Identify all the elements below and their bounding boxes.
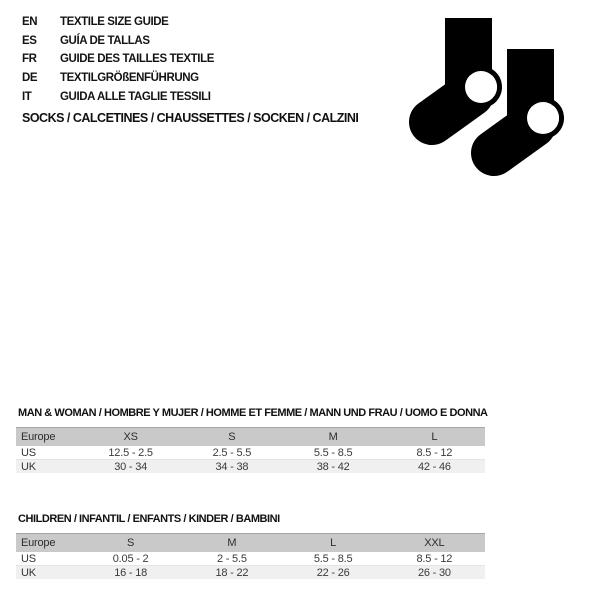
column-header-size: M	[328, 431, 338, 443]
size-value: 30 - 34	[114, 460, 148, 473]
column-header-size: S	[228, 431, 236, 443]
language-code: DE	[22, 72, 38, 85]
size-value: 0.05 - 2	[112, 552, 149, 565]
language-row	[22, 69, 214, 88]
column-header-size: S	[127, 537, 135, 549]
language-code: FR	[22, 53, 37, 66]
size-value: 12.5 - 2.5	[108, 446, 153, 459]
row-label: UK	[21, 566, 36, 579]
column-header-region: Europe	[21, 537, 56, 549]
language-code: IT	[22, 90, 32, 103]
column-header-size: L	[431, 431, 438, 443]
table-row-us	[16, 552, 485, 566]
size-value: 18 - 22	[215, 566, 249, 579]
language-label: GUIDE DES TAILLES TEXTILE	[60, 53, 214, 66]
column-header-size: XXL	[424, 537, 445, 549]
size-value: 16 - 18	[114, 566, 148, 579]
row-label: UK	[21, 460, 36, 473]
size-value: 26 - 30	[417, 566, 451, 579]
language-label: TEXTILE SIZE GUIDE	[60, 16, 169, 29]
table-title: MAN & WOMAN / HOMBRE Y MUJER / HOMME ET FEMME / MANN UND FRAU / UOMO E DONNA	[18, 407, 488, 419]
language-row	[22, 32, 214, 51]
size-value: 8.5 - 12	[416, 446, 453, 459]
size-value: 42 - 46	[417, 460, 451, 473]
language-label: GUÍA DE TALLAS	[60, 34, 150, 47]
table-row-us	[16, 446, 485, 460]
table-section-man-woman	[16, 407, 488, 473]
column-header-size: M	[227, 537, 237, 549]
language-row	[22, 87, 214, 106]
size-value: 5.5 - 8.5	[313, 446, 353, 459]
language-code: ES	[22, 34, 37, 47]
language-label: TEXTILGRÖßENFÜHRUNG	[60, 72, 199, 85]
language-row	[22, 13, 214, 32]
column-header-size: L	[330, 537, 337, 549]
size-table-children	[16, 533, 485, 579]
column-header-region: Europe	[21, 431, 56, 443]
table-section-children	[16, 513, 485, 579]
size-value: 22 - 26	[316, 566, 350, 579]
size-value: 2 - 5.5	[216, 552, 247, 565]
size-value: 2.5 - 5.5	[212, 446, 252, 459]
size-value: 34 - 38	[215, 460, 249, 473]
row-label: US	[21, 552, 36, 565]
size-value: 38 - 42	[316, 460, 350, 473]
language-label: GUIDA ALLE TAGLIE TESSILI	[60, 90, 211, 103]
language-list	[22, 13, 214, 106]
language-code: EN	[22, 16, 38, 29]
size-table-man-woman	[16, 427, 485, 473]
table-row-uk	[16, 566, 485, 580]
size-value: 8.5 - 12	[416, 552, 453, 565]
column-header-size: XS	[123, 431, 138, 443]
category-title: SOCKS / CALCETINES / CHAUSSETTES / SOCKEN / CALZINI	[22, 111, 359, 125]
socks-icon	[405, 10, 570, 180]
table-header-row	[16, 534, 485, 553]
language-row	[22, 50, 214, 69]
size-value: 5.5 - 8.5	[313, 552, 353, 565]
table-header-row	[16, 428, 485, 447]
table-row-uk	[16, 460, 485, 474]
row-label: US	[21, 446, 36, 459]
table-title: CHILDREN / INFANTIL / ENFANTS / KINDER / BAMBINI	[18, 513, 280, 525]
